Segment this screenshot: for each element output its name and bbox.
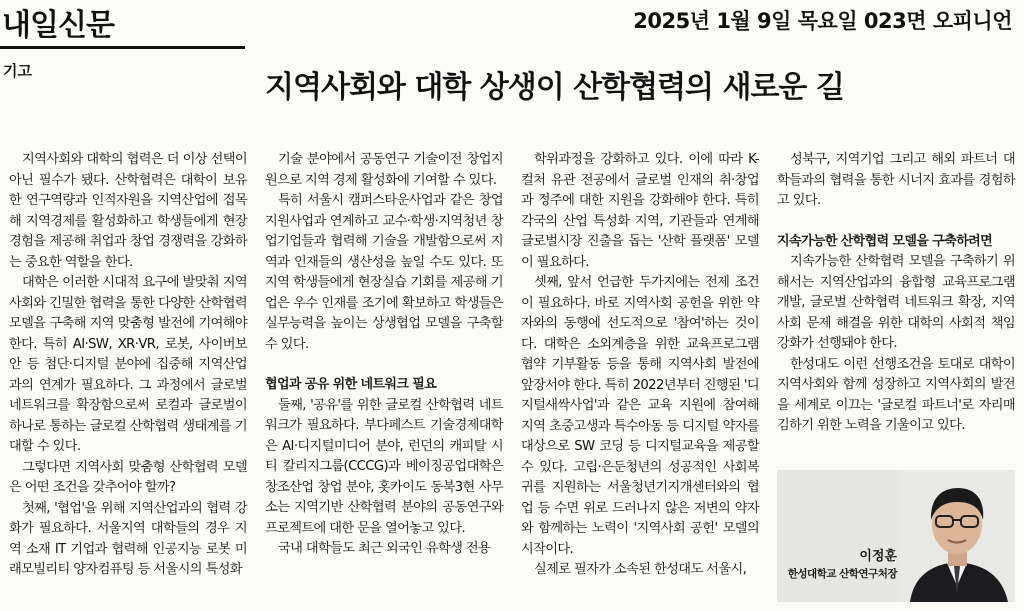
paragraph: 국내 대학들도 최근 외국인 유학생 전용 bbox=[278, 541, 491, 556]
subheading: 협업과 공유 위한 네트워크 필요 bbox=[265, 377, 437, 392]
paragraph: 실제로 필자가 소속된 한성대도 서울시, bbox=[534, 562, 747, 577]
author-byline bbox=[777, 548, 897, 582]
author-box bbox=[777, 470, 1015, 602]
masthead-rule bbox=[0, 46, 245, 49]
article-column-1 bbox=[9, 150, 247, 581]
masthead bbox=[0, 0, 1024, 46]
paragraph: 그렇다면 지역사회 맞춤형 산학협력 모델은 어떤 조건을 갖추어야 할까? bbox=[9, 459, 247, 495]
paragraph-gap bbox=[777, 212, 1015, 232]
paragraph: 셋째, 앞서 언급한 두가지에는 전제 조건이 필요하다. 바로 지역사회 공헌을 위한 약자와의 동행에 선도적으로 '참여'하는 것이다. 대학은 소외계층을 위한 교육프로그램 협약 기부활동 등을 통해 지역사회 발전에 앞장서야 한다. 특히 2022년부터 진행된 '디지털새싹사업'과 같은 교육 지원에 참여해 지역 초중고생과 특수아동 등 디지털 약자를 대상으로 SW 코딩 등 디지털교육을 제공할 수 있다. 고립·은둔청년의 성공적인 사회복귀를 지원하는 서울청년기지개센터와의 협업 등 수면 위로 드러나지 않은 저변의 약자와 함께하는 노력이 '지역사회 공헌' 모델의 시작이다. bbox=[521, 275, 759, 557]
paragraph: 학위과정을 강화하고 있다. 이에 따라 K-컬처 유관 전공에서 글로벌 인재의 취·창업과 정주에 대한 지원을 강화해야 한다. 특히 각국의 산업 특성화 지역, 기관들과 연계해 글로벌시장 진출을 돕는 '산학 플랫폼' 모델이 필요하다. bbox=[521, 152, 759, 270]
paragraph-gap bbox=[265, 355, 503, 375]
paragraph: 특히 서울시 캠퍼스타운사업과 같은 창업지원사업과 연계하고 교수·학생·지역청년 창업기업들과 협력해 기술을 개발함으로써 지역과 인재들의 생산성을 높일 수도 있다. 또 지역 학생들에게 현장실습 기회를 제공해 기업은 우수 인재를 조기에 확보하고 학생들은 실무능력을 높이는 상생협업 모델을 구축할 수 있다. bbox=[265, 193, 503, 352]
newspaper-logo: 내일신문 bbox=[2, 8, 114, 43]
author-portrait bbox=[900, 470, 1015, 602]
paragraph: 첫째, '협업'을 위해 지역산업과의 협력 강화가 필요하다. 서울지역 대학들의 경우 지역 소재 IT 기업과 협력해 인공지능 로봇 미래모빌리티 양자컴퓨팅 등 서울시의 특성화 bbox=[9, 500, 247, 577]
article-column-4 bbox=[777, 150, 1015, 437]
headline: 지역사회와 대학 상생이 산학협력의 새로운 길 bbox=[265, 70, 844, 105]
paragraph: 지역사회와 대학의 협력은 더 이상 선택이 아닌 필수가 됐다. 산학협력은 대학이 보유한 연구역량과 인적자원을 지역산업에 접목해 지역경제를 활성화하고 학생들에게 현장경험을 제공해 취업과 창업 경쟁력을 강화하는 중요한 역할을 한다. bbox=[9, 152, 247, 270]
paragraph: 지속가능한 산학협력 모델을 구축하기 위해서는 지역산업과의 융합형 교육프로그램 개발, 글로벌 산학협력 네트워크 확장, 지역사회 문제 해결을 위한 대학의 사회적 책임 강화가 선행돼야 한다. bbox=[777, 254, 1015, 351]
subheading: 지속가능한 산학협력 모델을 구축하려면 bbox=[777, 233, 993, 249]
article-column-2 bbox=[265, 150, 503, 560]
author-title: 한성대학교 산학연구처장 bbox=[787, 568, 897, 580]
article-column-3 bbox=[521, 150, 759, 581]
paragraph: 둘째, '공유'를 위한 글로컬 산학협력 네트워크가 필요하다. 부다페스트 기술경제대학은 AI·디지털미디어 분야, 런던의 캐피탈 시티 칼리지그룹(CCCG)과 베이징공업대학은 창조산업 창업 분야, 홋카이도 동북3현 사무소는 지역기반 산학협력 분야의 공동연구와 프로젝트에 대한 문을 열어놓고 있다. bbox=[265, 397, 503, 536]
paragraph: 성북구, 지역기업 그리고 해외 파트너 대학들과의 협력을 통한 시너지 효과를 경험하고 있다. bbox=[777, 152, 1015, 208]
paragraph: 한성대도 이런 선행조건을 토대로 대학이 지역사회와 함께 성장하고 지역사회의 발전을 세계로 이끄는 '글로컬 파트너'로 자리매김하기 위한 노력을 기울이고 있다. bbox=[777, 356, 1015, 433]
author-name: 이정훈 bbox=[859, 549, 897, 564]
paragraph: 대학은 이러한 시대적 요구에 발맞춰 지역사회와 긴밀한 협력을 통한 다양한 산학협력 모델을 구축해 지역 맞춤형 발전에 기여해야 한다. 특히 AI·SW, XR·VR, 로봇, 사이버보안 등 첨단·디지털 분야에 집중해 지역산업과의 연계가 필요하다. 그 과정에서 글로벌 네트워크를 확장함으로써 로컬과 글로벌이 하나로 통하는 글로컬 산학협력 생태계를 기대할 수 있다. bbox=[9, 275, 247, 454]
paragraph: 기술 분야에서 공동연구 기술이전 창업지원으로 지역 경제 활성화에 기여할 수 있다. bbox=[265, 152, 503, 188]
dateline: 2025년 1월 9일 목요일 023면 오피니언 bbox=[633, 9, 1012, 33]
section-label: 기고 bbox=[3, 62, 32, 80]
